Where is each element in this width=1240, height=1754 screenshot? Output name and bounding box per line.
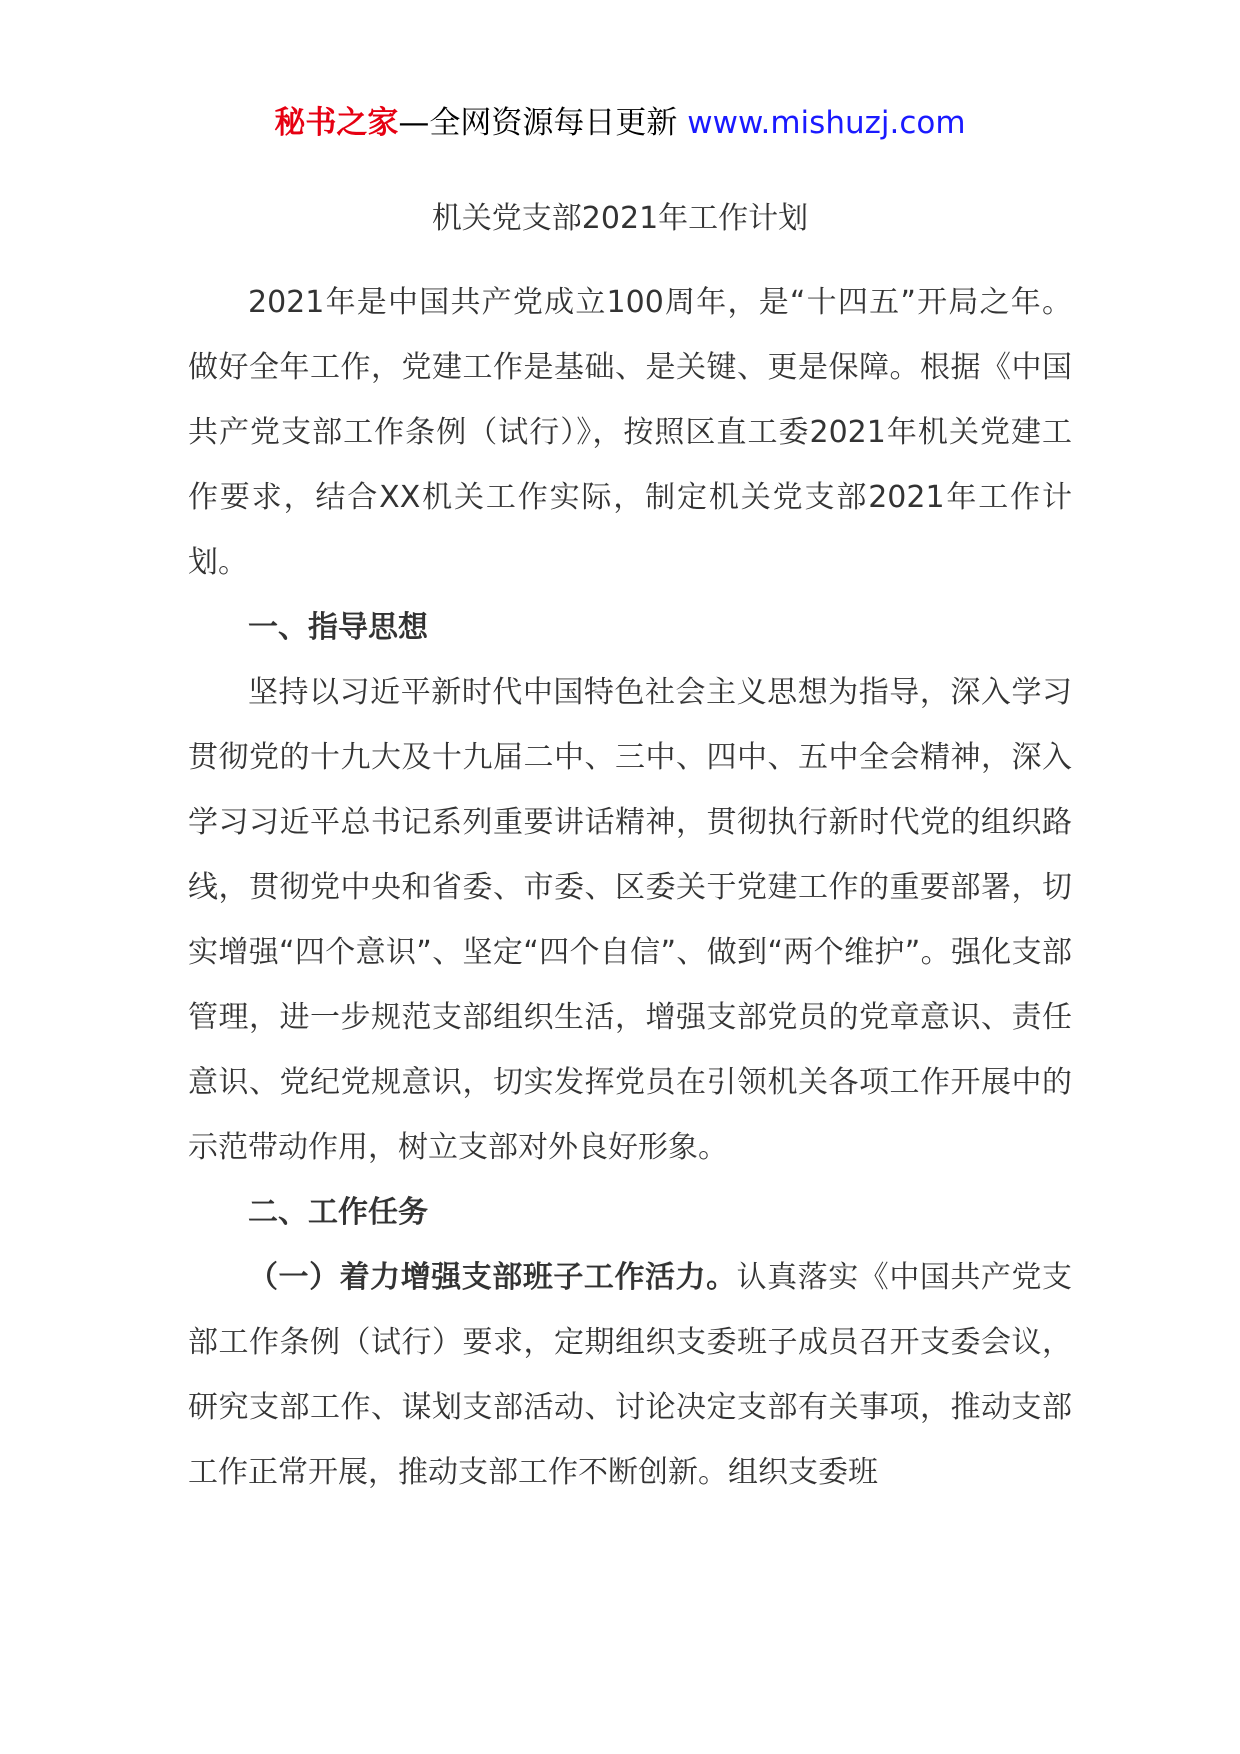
section-heading-work-tasks: 二、工作任务 bbox=[248, 1195, 428, 1230]
guiding-ideology-paragraph: 坚持以习近平新时代中国特色社会主义思想为指导，深入学习贯彻党的十九大及十九届二中、三中、四中、五中全会精神，深入学习习近平总书记系列重要讲话精神，贯彻执行新时代党的组织路线，贯彻党中央和省委、市委、区委关于党建工作的重要部署，切实增强“四个意识”、坚定“四个自信”、做到“两个维护”。强化支部管理，进一步规范支部组织生活，增强支部党员的党章意识、责任意识、党纪党规意识，切实发挥党员在引领机关各项工作开展中的示范带动作用，树立支部对外良好形象。 bbox=[188, 675, 1072, 1165]
section-heading-guiding-ideology: 一、指导思想 bbox=[248, 610, 428, 645]
intro-paragraph: 2021年是中国共产党成立100周年，是“十四五”开局之年。做好全年工作，党建工作是基础、是关键、更是保障。根据《中国共产党支部工作条例（试行）》，按照区直工委2021年机关党建工作要求，结合XX机关工作实际，制定机关党支部2021年工作计划。 bbox=[188, 285, 1072, 580]
document-body bbox=[188, 270, 1072, 1505]
banner-slogan: —全网资源每日更新 bbox=[398, 105, 688, 141]
work-task-item-1-body: 认真落实《中国共产党支部工作条例（试行）要求，定期组织支委班子成员召开支委会议，研究支部工作、谋划支部活动、讨论决定支部有关事项，推动支部工作正常开展，推动支部工作不断创新。组织支委班 bbox=[188, 1260, 1073, 1490]
banner-brand: 秘书之家 bbox=[274, 105, 399, 141]
document-title: 机关党支部2021年工作计划 bbox=[431, 201, 809, 236]
work-task-item-1-lead: （一）着力增强支部班子工作活力。 bbox=[248, 1260, 737, 1295]
site-banner bbox=[0, 100, 1240, 146]
banner-url-link[interactable]: www.mishuzj.com bbox=[687, 105, 966, 141]
work-task-item-1 bbox=[188, 1245, 1072, 1505]
